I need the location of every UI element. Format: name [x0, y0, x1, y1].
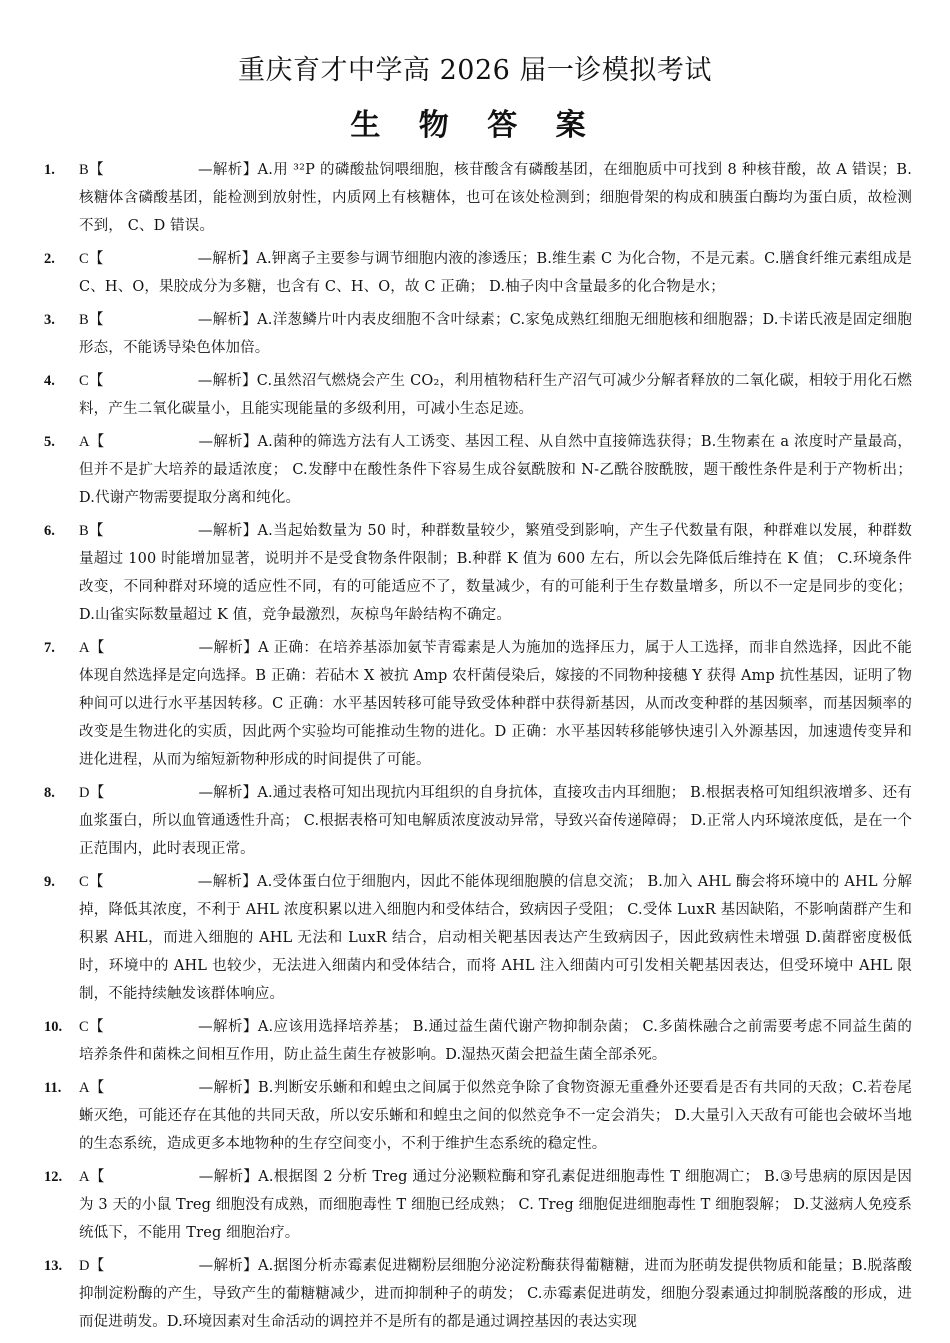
item-label: —解析】	[198, 434, 258, 450]
item-number: 7.	[44, 640, 55, 656]
item-number: 2.	[44, 251, 55, 267]
item-answer: C【	[79, 874, 104, 890]
item-answer: A【	[79, 434, 105, 450]
item-answer: D【	[79, 785, 105, 801]
item-label: —解析】	[198, 640, 259, 656]
item-number: 11.	[44, 1080, 62, 1096]
answer-item-1	[44, 156, 912, 240]
item-label: —解析】	[198, 1169, 259, 1185]
answer-item-12	[44, 1163, 912, 1247]
item-explanation: A.据图分析赤霉素促进糊粉层细胞分泌淀粉酶获得葡糖糖，进而为胚萌发提供物质和能量；B.脱落酸抑制淀粉酶的产生，导致产生的葡糖糖减少，进而抑制种子的萌发； C.赤霉素促进萌发，细胞分裂素通过抑制脱落酸的形成，进而促进萌发。D.环境因素对生命活动的调控并不是所有的都是通过调控基因的表达实现	[79, 1258, 912, 1330]
item-explanation: A.钾离子主要参与调节细胞内液的渗透压；B.维生素 C 为化合物，不是元素。C.膳食纤维元素组成是 C、H、O，果胶成分为多糖，也含有 C、H、O，故 C 正确； D.柚子肉中含量最多的化合物是水；	[79, 251, 912, 295]
answer-item-11	[44, 1074, 912, 1158]
item-answer: D【	[79, 1258, 105, 1274]
item-explanation: A.当起始数量为 50 时，种群数量较少，繁殖受到影响，产生子代数量有限，种群难以发展，种群数量超过 100 时能增加显著，说明并不是受食物条件限制；B.种群 K 值为 600 左右，所以会先降低后维持在 K 值； C.环境条件改变，不同种群对环境的适应性不同，有的可能适应不了，数量减少，有的可能利于生存数量增多，所以不一定是同步的变化； D.山雀实际数量超过 K 值，竞争最激烈，灰椋鸟年龄结构不确定。	[79, 523, 912, 623]
item-label: —解析】	[197, 312, 258, 328]
item-answer: C【	[79, 373, 104, 389]
item-label: —解析】	[197, 251, 257, 267]
item-number: 5.	[44, 434, 55, 450]
answer-list	[44, 156, 912, 1341]
answer-item-5	[44, 428, 912, 512]
item-number: 13.	[44, 1258, 63, 1274]
answer-item-2	[44, 245, 912, 301]
item-answer: A【	[79, 1169, 105, 1185]
answer-item-8	[44, 779, 912, 863]
item-answer: A【	[79, 1080, 105, 1096]
item-label: —解析】	[197, 373, 257, 389]
item-answer: C【	[79, 251, 104, 267]
item-answer: A【	[79, 640, 105, 656]
item-label: —解析】	[198, 1258, 258, 1274]
answer-item-10	[44, 1013, 912, 1069]
answer-item-3	[44, 306, 912, 362]
item-explanation: A.菌种的筛选方法有人工诱变、基因工程、从自然中直接筛选获得；B.生物素在 a 浓度时产量最高，但并不是扩大培养的最适浓度； C.发酵中在酸性条件下容易生成谷氨酰胺和 N-乙酰谷胺酰胺，题干酸性条件是利于产物析出； D.代谢产物需要提取分离和纯化。	[79, 434, 912, 506]
item-number: 8.	[44, 785, 55, 801]
document-title: 重庆育才中学高 2026 届一诊模拟考试	[238, 55, 712, 86]
item-label: —解析】	[197, 162, 258, 178]
item-answer: C【	[79, 1019, 105, 1035]
item-label: —解析】	[198, 1019, 258, 1035]
item-explanation: C.虽然沼气燃烧会产生 CO₂，利用植物秸秆生产沼气可减少分解者释放的二氧化碳，相较于用化石燃料，产生二氧化碳量小，且能实现能量的多级利用，可减小生态足迹。	[79, 373, 912, 417]
item-label: —解析】	[197, 523, 258, 539]
item-explanation: A.通过表格可知出现抗内耳组织的自身抗体，直接攻击内耳细胞； B.根据表格可知组织液增多、还有血浆蛋白，所以血管通透性升高； C.根据表格可知电解质浓度波动异常，导致兴奋传递障碍； D.正常人内环境浓度低，是在一个正范围内，此时表现正常。	[79, 785, 912, 857]
item-label: —解析】	[197, 874, 258, 890]
item-explanation: A.受体蛋白位于细胞内，因此不能体现细胞膜的信息交流； B.加入 AHL 酶会将环境中的 AHL 分解掉，降低其浓度，不利于 AHL 浓度积累以进入细胞内和受体结合，致病因子受阻； C.受体 LuxR 基因缺陷，不影响菌群产生和积累 AHL，而进入细胞的 AHL 无法和 LuxR 结合，启动相关靶基因表达产生致病因子，因此致病性未增强 D.菌群密度极低时，环境中的 AHL 也较少，无法进入细菌内和受体结合，而将 AHL 注入细菌内可引发相关靶基因表达，但受环境中 AHL 限制，不能持续触发该群体响应。	[79, 874, 912, 1002]
answer-item-4	[44, 367, 912, 423]
item-explanation: A.用 ³²P 的磷酸盐饲喂细胞，核苷酸含有磷酸基团，在细胞质中可找到 8 种核苷酸，故 A 错误；B.核糖体含磷酸基团，能检测到放射性，内质网上有核糖体，也可在该处检测到；细胞骨架的构成和胰蛋白酶均为蛋白质，故检测不到， C、D 错误。	[79, 162, 912, 234]
item-answer: B【	[79, 162, 104, 178]
answer-item-6	[44, 517, 912, 629]
item-number: 4.	[44, 373, 55, 389]
item-number: 10.	[44, 1019, 63, 1035]
item-answer: B【	[79, 523, 104, 539]
item-explanation: A.应该用选择培养基； B.通过益生菌代谢产物抑制杂菌； C.多菌株融合之前需要考虑不同益生菌的培养条件和菌株之间相互作用，防止益生菌生存被影响。D.湿热灭菌会把益生菌全部杀死。	[79, 1019, 912, 1063]
item-number: 3.	[44, 312, 55, 328]
item-number: 12.	[44, 1169, 63, 1185]
answer-item-9	[44, 868, 912, 1008]
item-number: 1.	[44, 162, 55, 178]
answer-item-7	[44, 634, 912, 774]
item-answer: B【	[79, 312, 104, 328]
item-label: —解析】	[198, 1080, 258, 1096]
item-number: 6.	[44, 523, 55, 539]
document-subtitle: 生 物 答 案	[350, 108, 600, 143]
item-explanation: A 正确：在培养基添加氨苄青霉素是人为施加的选择压力，属于人工选择，而非自然选择，因此不能体现自然选择是定向选择。B 正确：若砧木 X 被抗 Amp 农杆菌侵染后，嫁接的不同物种接穗 Y 获得 Amp 抗性基因，证明了物种间可以进行水平基因转移。C 正确：水平基因转移可能导致受体种群中获得新基因，从而改变种群的基因频率，而基因频率的改变是生物进化的实质，因此两个实验均可能推动生物的进化。D 正确：水平基因转移能够快速引入外源基因，加速遗传变异和进化进程，从而为缩短新物种形成的时间提供了可能。	[79, 640, 912, 768]
item-explanation: A.根据图 2 分析 Treg 通过分泌颗粒酶和穿孔素促进细胞毒性 T 细胞凋亡； B.③号患病的原因是因为 3 天的小鼠 Treg 细胞没有成熟，而细胞毒性 T 细胞已经成熟； C. Treg 细胞促进细胞毒性 T 细胞裂解； D.艾滋病人免疫系统低下，不能用 Treg 细胞治疗。	[79, 1169, 912, 1241]
answer-item-13	[44, 1252, 912, 1336]
item-label: —解析】	[198, 785, 258, 801]
item-explanation: A.洋葱鳞片叶内表皮细胞不含叶绿素；C.家兔成熟红细胞无细胞核和细胞器；D.卡诺氏液是固定细胞形态，不能诱导染色体加倍。	[79, 312, 912, 356]
item-number: 9.	[44, 874, 55, 890]
item-explanation: B.判断安乐蜥和和蝗虫之间属于似然竞争除了食物资源无重叠外还要看是否有共同的天敌；C.若卷尾蜥灭绝，可能还存在其他的共同天敌，所以安乐蜥和和蝗虫之间的似然竞争不一定会消失； D.大量引入天敌有可能也会破坏当地的生态系统，造成更多本地物种的生存空间变小，不利于维护生态系统的稳定性。	[79, 1080, 912, 1152]
